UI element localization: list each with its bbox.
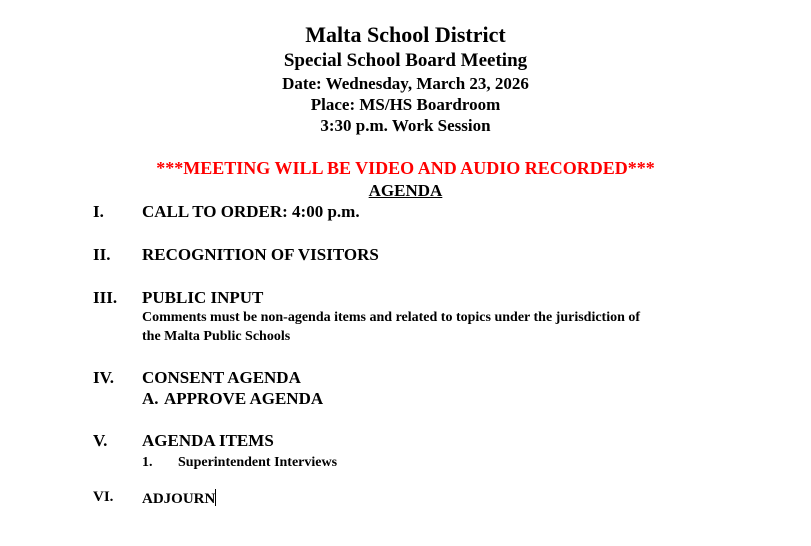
item-numeral: IV.: [93, 368, 114, 387]
item-adjourn: ADJOURN: [142, 491, 216, 507]
item-recognition-of-visitors: RECOGNITION OF VISITORS: [142, 245, 379, 264]
item-numeral: V.: [93, 431, 108, 450]
sub-item-number: 1.: [142, 455, 153, 470]
meeting-type: Special School Board Meeting: [283, 50, 528, 71]
item-numeral: VI.: [93, 489, 114, 505]
meeting-place: Place: MS/HS Boardroom: [310, 95, 501, 114]
item-call-to-order: CALL TO ORDER: 4:00 p.m.: [142, 202, 360, 221]
item-consent-agenda: CONSENT AGENDA: [142, 368, 301, 387]
text-cursor: [215, 489, 216, 506]
public-input-note: Comments must be non-agenda items and related to topics under the jurisdiction of: [142, 310, 641, 325]
item-numeral: I.: [93, 202, 104, 221]
agenda-heading: AGENDA: [368, 181, 443, 200]
item-agenda-items: AGENDA ITEMS: [142, 431, 274, 450]
meeting-date: Date: Wednesday, March 23, 2026: [282, 74, 529, 93]
item-numeral: II.: [93, 245, 111, 264]
sub-item-letter: A.: [142, 389, 159, 408]
recording-notice: ***MEETING WILL BE VIDEO AND AUDIO RECORDED***: [156, 158, 655, 178]
work-session-time: 3:30 p.m. Work Session: [320, 116, 491, 135]
item-numeral: III.: [93, 288, 118, 307]
item-public-input: PUBLIC INPUT: [142, 288, 264, 307]
sub-item-approve-agenda: APPROVE AGENDA: [164, 389, 324, 408]
public-input-note: the Malta Public Schools: [142, 329, 291, 344]
sub-item-superintendent-interviews: Superintendent Interviews: [178, 455, 338, 470]
district-title: Malta School District: [305, 22, 506, 47]
